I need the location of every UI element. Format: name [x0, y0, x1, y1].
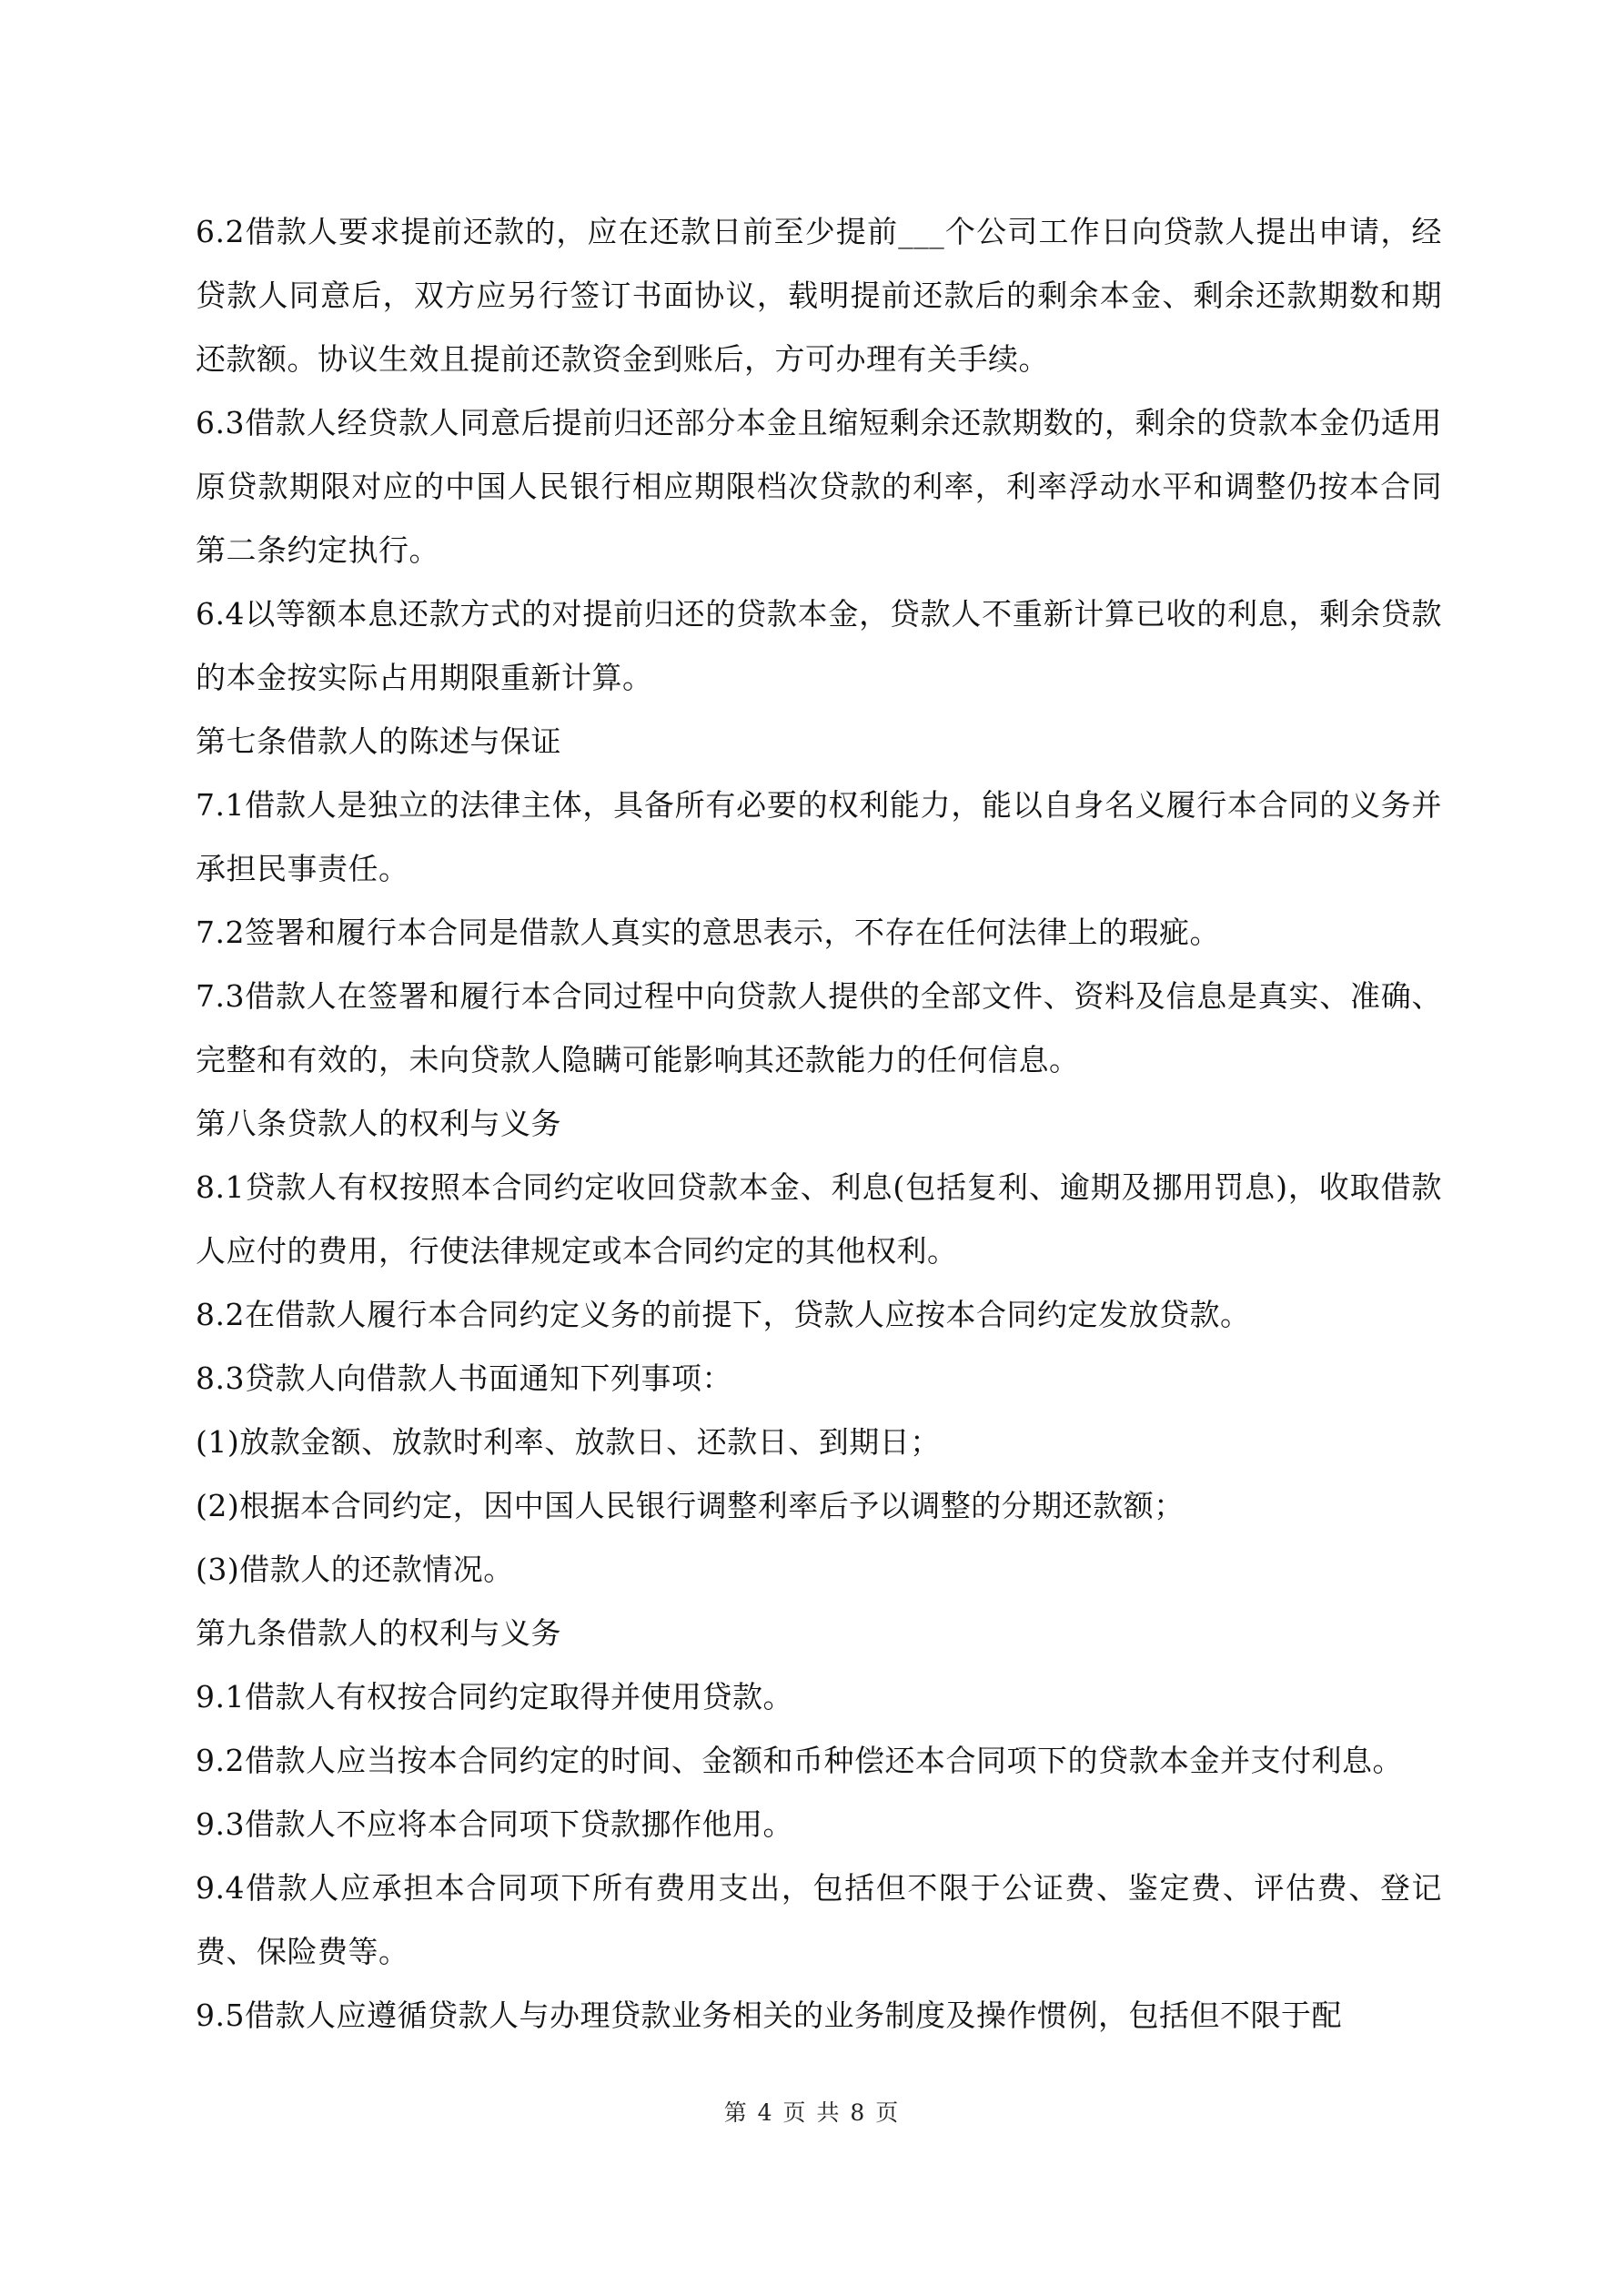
- page-number-footer: 第 4 页 共 8 页: [723, 2099, 901, 2126]
- clause-9-3: 9.3借款人不应将本合同项下贷款挪作他用。: [196, 1806, 793, 1842]
- clause-9-1: 9.1借款人有权按合同约定取得并使用贷款。: [196, 1679, 793, 1714]
- article-7-heading: 第七条借款人的陈述与保证: [196, 723, 561, 759]
- clause-7-3: 7.3借款人在签署和履行本合同过程中向贷款人提供的全部文件、资料及信息是真实、准确、完整和有效的，未向贷款人隐瞒可能影响其还款能力的任何信息。: [196, 978, 1442, 1077]
- contract-body: [196, 200, 1442, 2048]
- clause-9-5: 9.5借款人应遵循贷款人与办理贷款业务相关的业务制度及操作惯例，包括但不限于配: [196, 1998, 1342, 2033]
- clause-6-2: 6.2借款人要求提前还款的，应在还款日前至少提前___个公司工作日向贷款人提出申请，经贷款人同意后，双方应另行签订书面协议，载明提前还款后的剩余本金、剩余还款期数和期还款额。协议生效且提前还款资金到账后，方可办理有关手续。: [196, 214, 1442, 377]
- clause-6-3: 6.3借款人经贷款人同意后提前归还部分本金且缩短剩余还款期数的，剩余的贷款本金仍适用原贷款期限对应的中国人民银行相应期限档次贷款的利率，利率浮动水平和调整仍按本合同第二条约定执行。: [196, 405, 1442, 568]
- article-9-heading: 第九条借款人的权利与义务: [196, 1615, 561, 1651]
- clause-8-1: 8.1贷款人有权按照本合同约定收回贷款本金、利息(包括复利、逾期及挪用罚息)，收取借款人应付的费用，行使法律规定或本合同约定的其他权利。: [196, 1169, 1442, 1269]
- clause-8-3-item-2: (2)根据本合同约定，因中国人民银行调整利率后予以调整的分期还款额；: [196, 1488, 1185, 1523]
- clause-6-4: 6.4以等额本息还款方式的对提前归还的贷款本金，贷款人不重新计算已收的利息，剩余贷款的本金按实际占用期限重新计算。: [196, 596, 1442, 695]
- clause-9-2: 9.2借款人应当按本合同约定的时间、金额和币种偿还本合同项下的贷款本金并支付利息。: [196, 1743, 1403, 1778]
- clause-8-3-item-1: (1)放款金额、放款时利率、放款日、还款日、到期日；: [196, 1424, 941, 1460]
- article-8-heading: 第八条贷款人的权利与义务: [196, 1106, 561, 1141]
- clause-9-4: 9.4借款人应承担本合同项下所有费用支出，包括但不限于公证费、鉴定费、评估费、登记费、保险费等。: [196, 1870, 1442, 1969]
- clause-7-2: 7.2签署和履行本合同是借款人真实的意思表示，不存在任何法律上的瑕疵。: [196, 915, 1220, 950]
- clause-8-3-item-3: (3)借款人的还款情况。: [196, 1552, 514, 1587]
- clause-8-3: 8.3贷款人向借款人书面通知下列事项：: [196, 1360, 732, 1396]
- clause-7-1: 7.1借款人是独立的法律主体，具备所有必要的权利能力，能以自身名义履行本合同的义务并承担民事责任。: [196, 787, 1442, 886]
- clause-8-2: 8.2在借款人履行本合同约定义务的前提下，贷款人应按本合同约定发放贷款。: [196, 1297, 1251, 1332]
